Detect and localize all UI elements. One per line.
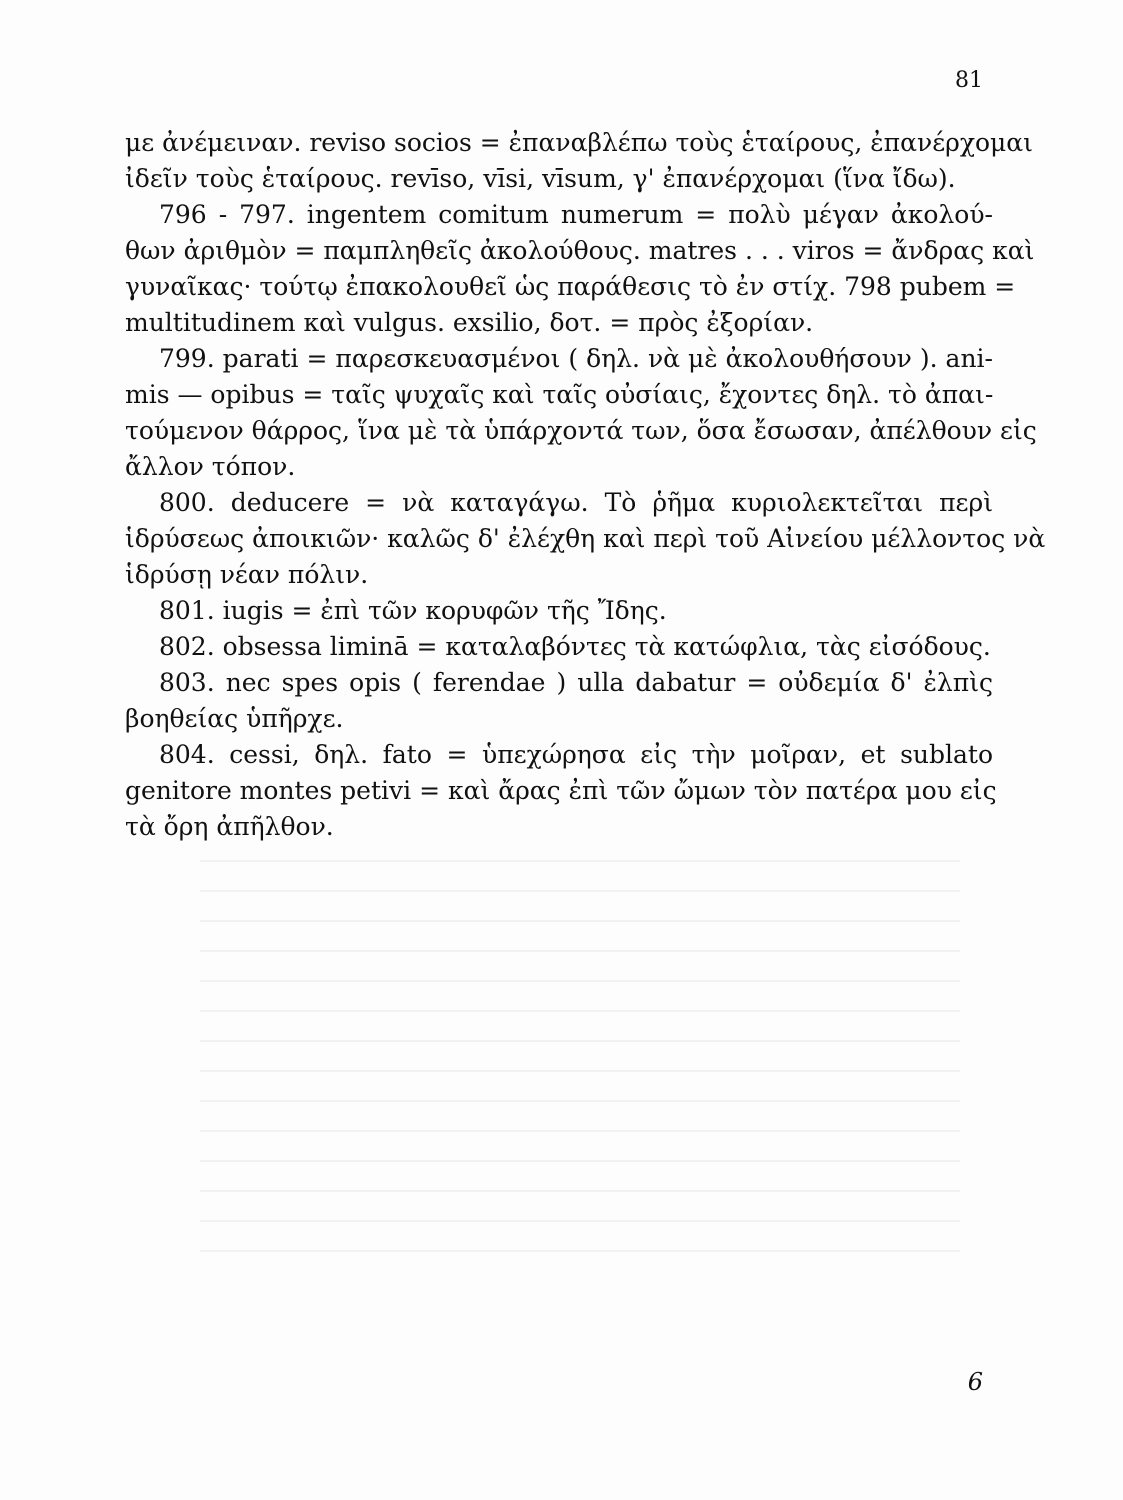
text-line: 804. cessi, δηλ. fato = ὑπεχώρησα εἰς τὴν μοῖραν, et sublato [159,740,993,769]
text-line: ἰδεῖν τοὺς ἑταίρους. revīso, vīsi, vīsum, γ' ἐπανέρχομαι (ἵνα ἴδω). [125,164,956,193]
text-line: ἱδρύσεως ἀποικιῶν· καλῶς δ' ἐλέχθη καὶ περὶ τοῦ Αἰνείου μέλλοντος νὰ [125,524,1046,553]
text-line: 799. parati = παρεσκευασμένοι ( δηλ. νὰ μὲ ἀκολουθήσουν ). ani- [159,344,993,373]
text-line: βοηθείας ὑπῆρχε. [125,704,344,733]
text-line: 801. iugis = ἐπὶ τῶν κορυφῶν τῆς Ἴδης. [159,596,667,625]
commentary-text [125,125,1046,845]
text-line: mis — opibus = ταῖς ψυχαῖς καὶ ταῖς οὐσίαις, ἔχοντες δηλ. τὸ ἀπαι- [125,380,994,409]
text-line: multitudinem καὶ vulgus. exsilio, δοτ. = πρὸς ἐξορίαν. [125,308,814,337]
text-line: με ἀνέμειναν. reviso socios = ἐπαναβλέπω τοὺς ἑταίρους, ἐπανέρχομαι [125,128,1033,157]
text-line: 800. deducere = νὰ καταγάγω. Τὸ ῥῆμα κυριολεκτεῖται περὶ [159,488,993,517]
text-line: γυναῖκας· τούτῳ ἐπακολουθεῖ ὡς παράθεσις τὸ ἐν στίχ. 798 pubem = [125,272,1016,301]
page-number: 81 [955,68,983,93]
text-line: τούμενον θάρρος, ἵνα μὲ τὰ ὑπάρχοντά των, ὅσα ἔσωσαν, ἀπέλθουν εἰς [125,416,1037,445]
text-line: 796 - 797. ingentem comitum numerum = πολὺ μέγαν ἀκολού- [159,200,993,229]
text-line: ἱδρύσῃ νέαν πόλιν. [125,560,369,589]
text-line: 803. nec spes opis ( ferendae ) ulla dabatur = οὐδεμία δ' ἐλπὶς [159,668,993,697]
text-line: τὰ ὄρη ἀπῆλθον. [125,812,334,841]
text-line: θων ἀριθμὸν = παμπληθεῖς ἀκολούθους. matres . . . viros = ἄνδρας καὶ [125,236,1035,265]
printer-signature-mark: 6 [967,1368,983,1396]
text-line: 802. obsessa liminā = καταλαβόντες τὰ κατώφλια, τὰς εἰσόδους. [159,632,991,661]
reverse-page-bleed-through [200,860,960,1280]
text-line: genitore montes petivi = καὶ ἄρας ἐπὶ τῶν ὤμων τὸν πατέρα μου εἰς [125,776,997,805]
text-line: ἄλλον τόπον. [125,452,296,481]
